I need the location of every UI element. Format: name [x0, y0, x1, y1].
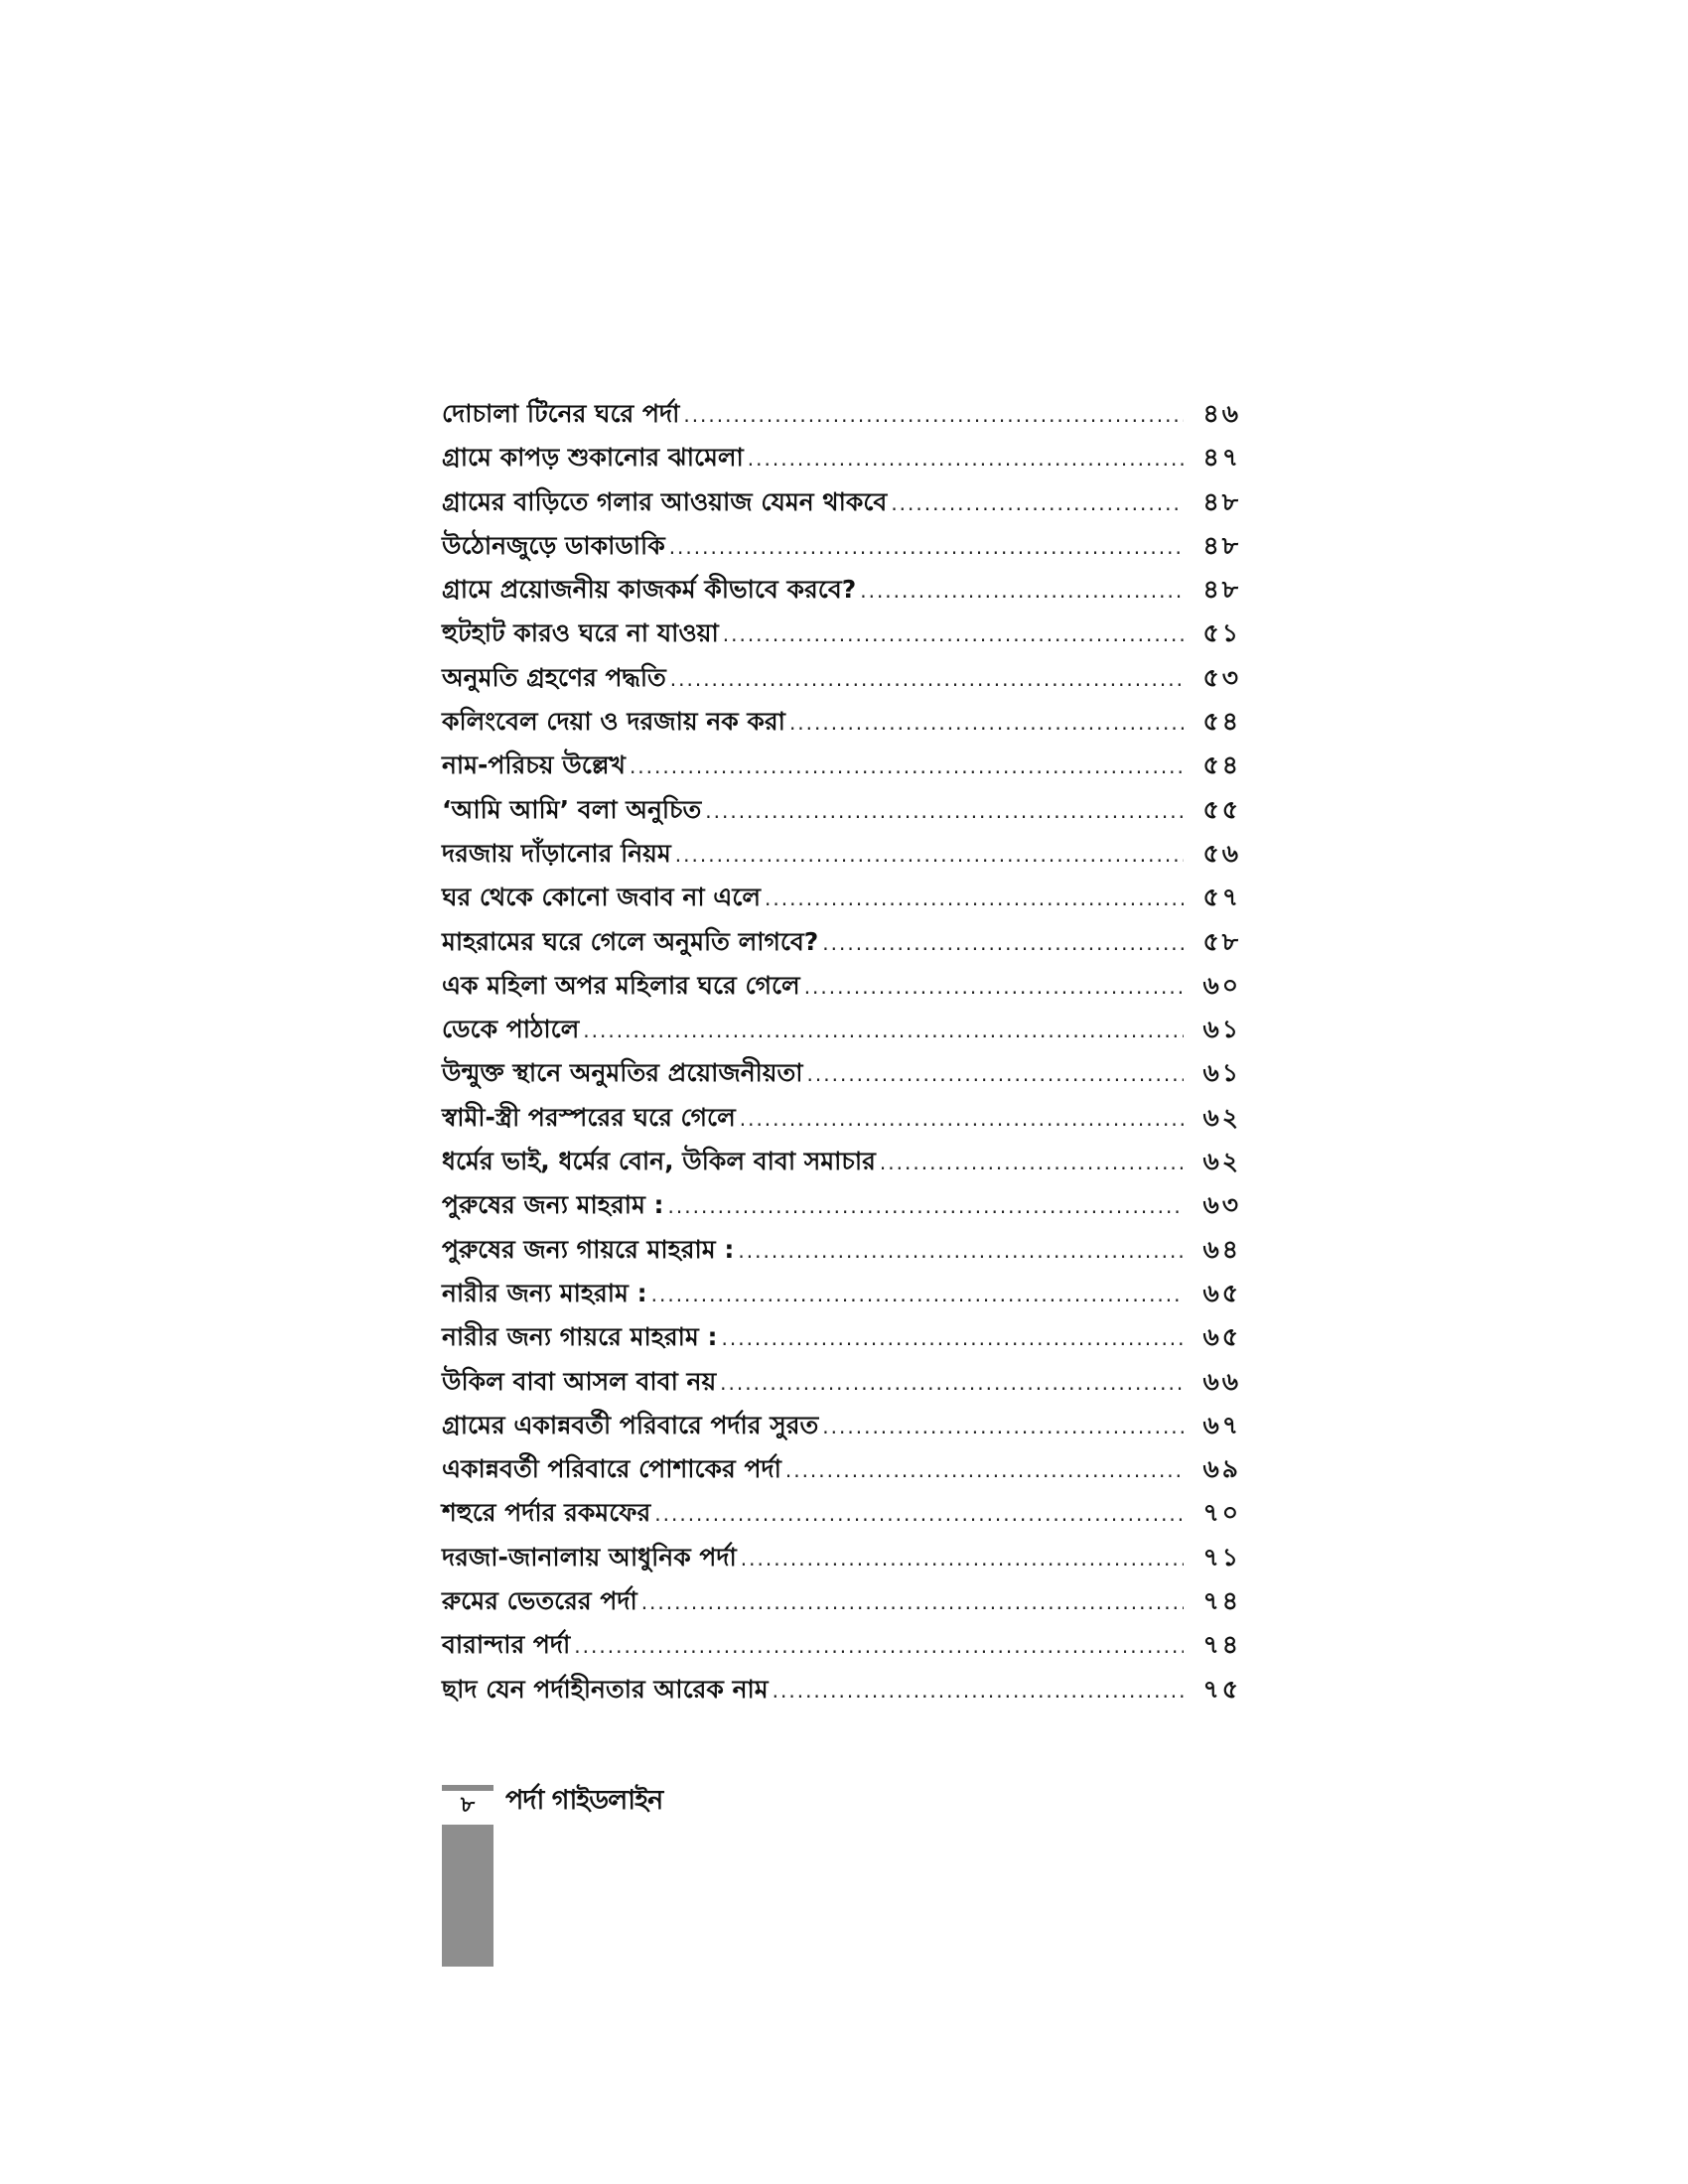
toc-entry-page-number: ৬৭ [1202, 1410, 1241, 1439]
toc-entry-page-number: ৪৬ [1202, 399, 1241, 428]
toc-entry [442, 436, 1241, 479]
toc-dot-leader [804, 965, 1184, 1009]
toc-entry-page-number: ৫৩ [1202, 662, 1241, 692]
toc-entry-title: ডেকে পাঠালে [442, 1015, 580, 1044]
toc-entry-title: রুমের ভেতরের পর্দা [442, 1586, 637, 1616]
page-footer [442, 1782, 662, 1822]
toc-entry-page-number: ৫৫ [1202, 794, 1241, 824]
toc-entry-title: গ্রামে কাপড় শুকানোর ঝামেলা [442, 443, 744, 473]
toc-entry-title: অনুমতি গ্রহণের পদ্ধতি [442, 662, 666, 692]
running-book-title: পর্দা গাইডলাইন [505, 1784, 663, 1816]
toc-entry [442, 1315, 1241, 1359]
toc-entry-page-number: ৪৮ [1202, 486, 1241, 516]
toc-dot-leader [669, 525, 1184, 569]
toc-dot-leader [670, 657, 1184, 701]
toc-entry [442, 1579, 1241, 1623]
table-of-contents [442, 392, 1241, 1711]
toc-dot-leader [748, 437, 1184, 480]
toc-entry-page-number: ৬৬ [1202, 1366, 1241, 1396]
toc-entry-title: উন্মুক্ত স্থানে অনুমতির প্রয়োজনীয়তা [442, 1058, 803, 1088]
toc-entry [442, 1008, 1241, 1051]
toc-entry-title: গ্রামের বাড়িতে গলার আওয়াজ যেমন থাকবে [442, 486, 888, 516]
toc-entry [442, 612, 1241, 655]
toc-entry-page-number: ৭৫ [1202, 1674, 1241, 1704]
toc-entry-page-number: ৭০ [1202, 1498, 1241, 1528]
toc-entry-title: হুটহাট কারও ঘরে না যাওয়া [442, 618, 719, 648]
toc-entry [442, 656, 1241, 700]
toc-entry-page-number: ৭১ [1202, 1542, 1241, 1571]
toc-dot-leader [789, 701, 1184, 745]
toc-entry [442, 832, 1241, 876]
toc-entry-page-number: ৬৫ [1202, 1322, 1241, 1352]
toc-dot-leader [723, 613, 1184, 656]
toc-dot-leader [705, 789, 1184, 833]
toc-dot-leader [654, 1492, 1184, 1536]
toc-entry-title: মাহরামের ঘরে গেলে অনুমতি লাগবে? [442, 926, 819, 956]
toc-entry-page-number: ৬০ [1202, 970, 1241, 1000]
toc-entry-page-number: ৬৯ [1202, 1454, 1241, 1484]
toc-entry-page-number: ৪৭ [1202, 443, 1241, 473]
toc-dot-leader [683, 393, 1184, 437]
toc-entry-title: দরজায় দাঁড়ানোর নিয়ম [442, 838, 671, 868]
toc-entry-page-number: ৪৮ [1202, 575, 1241, 605]
toc-entry-title: উকিল বাবা আসল বাবা নয় [442, 1366, 717, 1396]
toc-entry-page-number: ৫৮ [1202, 926, 1241, 956]
toc-entry [442, 1272, 1241, 1315]
toc-entry-title: এক মহিলা অপর মহিলার ঘরে গেলে [442, 970, 800, 1000]
toc-dot-leader [641, 1580, 1184, 1624]
toc-dot-leader [675, 833, 1184, 877]
toc-dot-leader [822, 1405, 1184, 1448]
toc-entry-title: গ্রামে প্রয়োজনীয় কাজকর্ম কীভাবে করবে? [442, 575, 857, 605]
toc-entry [442, 1623, 1241, 1667]
toc-dot-leader [722, 1316, 1185, 1360]
toc-dot-leader [860, 569, 1184, 613]
toc-dot-leader [765, 877, 1184, 920]
toc-dot-leader [822, 921, 1184, 965]
toc-entry-title: নারীর জন্য গায়রে মাহরাম : [442, 1322, 718, 1352]
toc-entry-title: দোচালা টিনের ঘরে পর্দা [442, 399, 680, 428]
toc-entry-title: ছাদ যেন পর্দাহীনতার আরেক নাম [442, 1674, 769, 1704]
toc-entry-page-number: ৪৮ [1202, 530, 1241, 560]
toc-entry [442, 1096, 1241, 1140]
toc-entry [442, 1140, 1241, 1183]
toc-entry-page-number: ৫৬ [1202, 838, 1241, 868]
toc-dot-leader [583, 1009, 1184, 1052]
toc-entry-title: পুরুষের জন্য মাহরাম : [442, 1190, 664, 1220]
toc-dot-leader [651, 1273, 1184, 1316]
toc-entry [442, 1360, 1241, 1404]
toc-dot-leader [773, 1669, 1184, 1712]
toc-entry-title: ঘর থেকে কোনো জবাব না এলে [442, 883, 761, 912]
toc-dot-leader [720, 1361, 1184, 1405]
toc-entry [442, 1536, 1241, 1579]
toc-entry [442, 1051, 1241, 1095]
toc-entry-title: স্বামী-স্ত্রী পরস্পরের ঘরে গেলে [442, 1102, 736, 1132]
toc-entry-page-number: ৫১ [1202, 618, 1241, 648]
toc-entry-page-number: ৬১ [1202, 1058, 1241, 1088]
toc-entry [442, 1447, 1241, 1491]
toc-dot-leader [668, 1184, 1184, 1228]
toc-entry-page-number: ৬৪ [1202, 1234, 1241, 1264]
toc-dot-leader [738, 1229, 1184, 1273]
toc-dot-leader [574, 1624, 1184, 1668]
toc-dot-leader [880, 1141, 1184, 1184]
toc-entry [442, 876, 1241, 919]
toc-entry-page-number: ৫৪ [1202, 707, 1241, 737]
toc-entry [442, 1183, 1241, 1227]
toc-entry-title: দরজা-জানালায় আধুনিক পর্দা [442, 1542, 737, 1571]
toc-entry-title: ধর্মের ভাই, ধর্মের বোন, উকিল বাবা সমাচার [442, 1147, 876, 1176]
toc-entry-page-number: ৭৪ [1202, 1630, 1241, 1660]
toc-entry-title: গ্রামের একান্নবর্তী পরিবারে পর্দার সুরত [442, 1410, 819, 1439]
toc-dot-leader [785, 1448, 1184, 1492]
toc-entry [442, 1228, 1241, 1272]
toc-entry-page-number: ৬২ [1202, 1147, 1241, 1176]
toc-dot-leader [630, 745, 1184, 788]
toc-entry [442, 568, 1241, 612]
toc-entry-page-number: ৬২ [1202, 1102, 1241, 1132]
page-number: ৮ [442, 1785, 493, 1819]
toc-entry-title: নাম-পরিচয় উল্লেখ [442, 751, 626, 780]
margin-side-bar [442, 1825, 493, 1967]
toc-entry-page-number: ৬৩ [1202, 1190, 1241, 1220]
toc-entry [442, 1404, 1241, 1447]
toc-entry-page-number: ৬৫ [1202, 1278, 1241, 1307]
toc-entry-title: পুরুষের জন্য গায়রে মাহরাম : [442, 1234, 735, 1264]
toc-dot-leader [741, 1537, 1184, 1580]
toc-entry-title: কলিংবেল দেয়া ও দরজায় নক করা [442, 707, 785, 737]
toc-entry [442, 1491, 1241, 1535]
toc-entry-title: নারীর জন্য মাহরাম : [442, 1278, 647, 1307]
toc-dot-leader [807, 1052, 1184, 1096]
toc-entry-title: শহুরে পর্দার রকমফের [442, 1498, 651, 1528]
toc-entry [442, 524, 1241, 568]
toc-entry [442, 392, 1241, 436]
toc-entry [442, 920, 1241, 964]
toc-entry-title: উঠোনজুড়ে ডাকাডাকি [442, 530, 665, 560]
toc-entry-page-number: ৭৪ [1202, 1586, 1241, 1616]
toc-entry-title: বারান্দার পর্দা [442, 1630, 571, 1660]
toc-entry [442, 700, 1241, 744]
toc-entry-title: ‘আমি আমি’ বলা অনুচিত [442, 794, 702, 824]
toc-entry-title: একান্নবর্তী পরিবারে পোশাকের পর্দা [442, 1454, 781, 1484]
toc-entry-page-number: ৫৪ [1202, 751, 1241, 780]
toc-entry-page-number: ৫৭ [1202, 883, 1241, 912]
toc-entry [442, 480, 1241, 524]
toc-entry [442, 964, 1241, 1008]
toc-entry-page-number: ৬১ [1202, 1015, 1241, 1044]
toc-entry [442, 788, 1241, 832]
toc-dot-leader [740, 1097, 1184, 1141]
toc-dot-leader [891, 481, 1184, 525]
toc-entry [442, 744, 1241, 787]
toc-entry [442, 1668, 1241, 1711]
